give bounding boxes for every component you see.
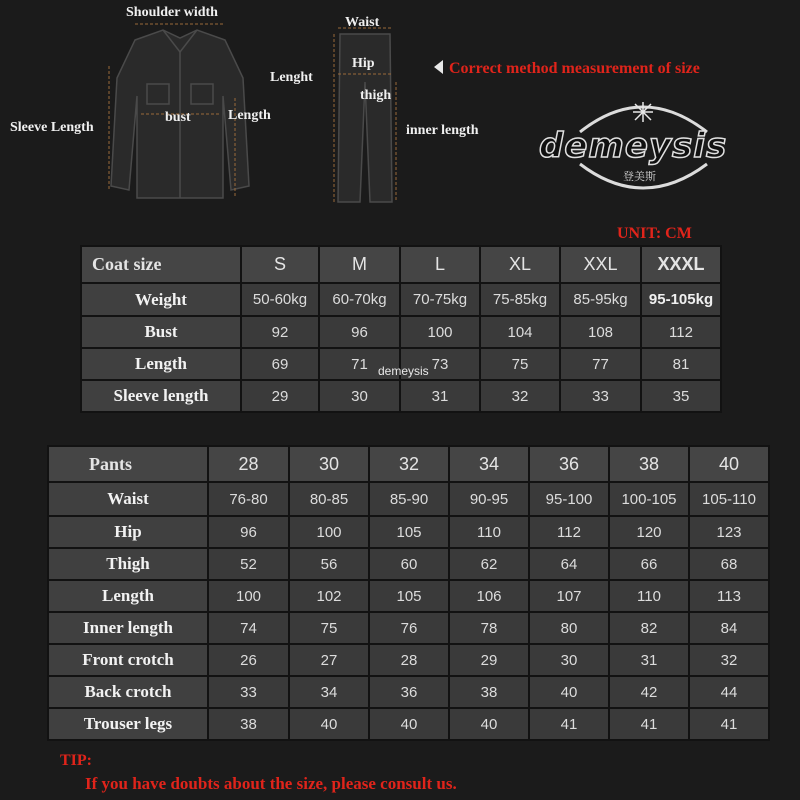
row-label-front-crotch: Front crotch (48, 644, 208, 676)
table-row (48, 644, 769, 676)
bust-label: bust (165, 110, 191, 125)
table-cell: 66 (609, 548, 689, 580)
table-cell: 70-75kg (400, 283, 480, 316)
table-cell: 69 (241, 348, 319, 380)
table-cell: 95-105kg (641, 283, 721, 316)
table-cell: 71 (319, 348, 400, 380)
unit-label: UNIT: CM (617, 225, 692, 242)
table-cell: 107 (529, 580, 609, 612)
table-cell: 81 (641, 348, 721, 380)
table-cell: 29 (241, 380, 319, 412)
row-label-trouser-legs: Trouser legs (48, 708, 208, 740)
table-cell: 40 (449, 708, 529, 740)
table-row (48, 580, 769, 612)
table-cell: 38 (449, 676, 529, 708)
inner-length-label: inner length (406, 123, 479, 138)
table-cell: 68 (689, 548, 769, 580)
pants-size-30: 30 (289, 446, 369, 482)
table-cell: 112 (529, 516, 609, 548)
row-label-sleeve-length: Sleeve length (81, 380, 241, 412)
pants-size-table (47, 445, 770, 741)
table-cell: 85-90 (369, 482, 449, 516)
table-cell: 44 (689, 676, 769, 708)
table-cell: 28 (369, 644, 449, 676)
table-cell: 64 (529, 548, 609, 580)
table-cell: 102 (289, 580, 369, 612)
table-cell: 80 (529, 612, 609, 644)
table-cell: 40 (369, 708, 449, 740)
brand-name: demeysis (539, 126, 728, 166)
table-cell: 110 (609, 580, 689, 612)
table-row (81, 316, 721, 348)
table-cell: 105 (369, 580, 449, 612)
waist-label: Waist (345, 15, 380, 30)
table-cell: 105 (369, 516, 449, 548)
pants-size-34: 34 (449, 446, 529, 482)
coat-size-xxxl: XXXL (641, 246, 721, 283)
row-label-back-crotch: Back crotch (48, 676, 208, 708)
coat-size-table (80, 245, 722, 413)
table-cell: 100-105 (609, 482, 689, 516)
table-cell: 41 (689, 708, 769, 740)
table-cell: 40 (529, 676, 609, 708)
table-cell: 74 (208, 612, 289, 644)
table-cell: 105-110 (689, 482, 769, 516)
table-cell: 42 (609, 676, 689, 708)
table-cell: 41 (609, 708, 689, 740)
table-cell: 52 (208, 548, 289, 580)
table-cell: 120 (609, 516, 689, 548)
table-cell: 73 (400, 348, 480, 380)
table-cell: 26 (208, 644, 289, 676)
table-row (48, 482, 769, 516)
table-cell: 75 (480, 348, 560, 380)
table-cell: 85-95kg (560, 283, 641, 316)
table-cell: 82 (609, 612, 689, 644)
row-label-hip: Hip (48, 516, 208, 548)
pants-size-36: 36 (529, 446, 609, 482)
table-cell: 41 (529, 708, 609, 740)
table-cell: 123 (689, 516, 769, 548)
watermark: demeysis (378, 364, 429, 378)
table-cell: 100 (208, 580, 289, 612)
pants-length-label: Lenght (270, 70, 313, 85)
coat-size-xl: XL (480, 246, 560, 283)
table-cell: 33 (560, 380, 641, 412)
coat-length-label: Length (228, 108, 271, 123)
table-cell: 38 (208, 708, 289, 740)
row-label-length: Length (48, 580, 208, 612)
shoulder-width-label: Shoulder width (126, 5, 218, 20)
table-cell: 36 (369, 676, 449, 708)
table-cell: 29 (449, 644, 529, 676)
table-cell: 30 (529, 644, 609, 676)
table-cell: 104 (480, 316, 560, 348)
table-row (48, 676, 769, 708)
table-cell: 56 (289, 548, 369, 580)
pants-size-32: 32 (369, 446, 449, 482)
brand-subtitle: 登美斯 (623, 170, 656, 183)
pants-header-row (48, 446, 769, 482)
hip-label: Hip (352, 56, 375, 71)
coat-size-s: S (241, 246, 319, 283)
row-label-inner-length: Inner length (48, 612, 208, 644)
table-row (48, 708, 769, 740)
row-label-weight: Weight (81, 283, 241, 316)
table-cell: 96 (319, 316, 400, 348)
table-cell: 27 (289, 644, 369, 676)
table-cell: 50-60kg (241, 283, 319, 316)
table-cell: 78 (449, 612, 529, 644)
sleeve-length-label: Sleeve Length (10, 120, 94, 135)
table-cell: 90-95 (449, 482, 529, 516)
table-row (48, 516, 769, 548)
table-cell: 31 (609, 644, 689, 676)
table-cell: 62 (449, 548, 529, 580)
method-note: Correct method measurement of size (449, 60, 700, 77)
table-cell: 112 (641, 316, 721, 348)
table-cell: 34 (289, 676, 369, 708)
table-cell: 40 (289, 708, 369, 740)
table-cell: 35 (641, 380, 721, 412)
table-cell: 113 (689, 580, 769, 612)
table-cell: 96 (208, 516, 289, 548)
pants-size-28: 28 (208, 446, 289, 482)
table-cell: 92 (241, 316, 319, 348)
table-cell: 75 (289, 612, 369, 644)
table-cell: 30 (319, 380, 400, 412)
table-cell: 84 (689, 612, 769, 644)
table-cell: 60-70kg (319, 283, 400, 316)
table-cell: 76 (369, 612, 449, 644)
coat-size-xxl: XXL (560, 246, 641, 283)
table-row (81, 380, 721, 412)
tip-text: If you have doubts about the size, please consult us. (85, 774, 457, 793)
pants-table-title: Pants (48, 446, 208, 482)
coat-table-title: Coat size (81, 246, 241, 283)
thigh-label: thigh (360, 88, 392, 103)
table-cell: 31 (400, 380, 480, 412)
table-cell: 106 (449, 580, 529, 612)
pants-diagram (330, 22, 400, 212)
table-cell: 32 (480, 380, 560, 412)
tip-label: TIP: (60, 752, 92, 769)
table-cell: 110 (449, 516, 529, 548)
row-label-bust: Bust (81, 316, 241, 348)
table-row (48, 548, 769, 580)
table-cell: 100 (289, 516, 369, 548)
table-cell: 100 (400, 316, 480, 348)
table-row (48, 612, 769, 644)
row-label-length: Length (81, 348, 241, 380)
table-cell: 33 (208, 676, 289, 708)
pants-size-40: 40 (689, 446, 769, 482)
table-cell: 80-85 (289, 482, 369, 516)
table-cell: 60 (369, 548, 449, 580)
coat-size-l: L (400, 246, 480, 283)
table-cell: 77 (560, 348, 641, 380)
table-cell: 95-100 (529, 482, 609, 516)
brand-logo (535, 92, 750, 202)
pants-size-38: 38 (609, 446, 689, 482)
table-cell: 32 (689, 644, 769, 676)
table-cell: 76-80 (208, 482, 289, 516)
pointer-arrow-icon (434, 60, 443, 74)
table-cell: 108 (560, 316, 641, 348)
row-label-waist: Waist (48, 482, 208, 516)
coat-header-row (81, 246, 721, 283)
table-row (81, 283, 721, 316)
row-label-thigh: Thigh (48, 548, 208, 580)
coat-size-m: M (319, 246, 400, 283)
table-cell: 75-85kg (480, 283, 560, 316)
